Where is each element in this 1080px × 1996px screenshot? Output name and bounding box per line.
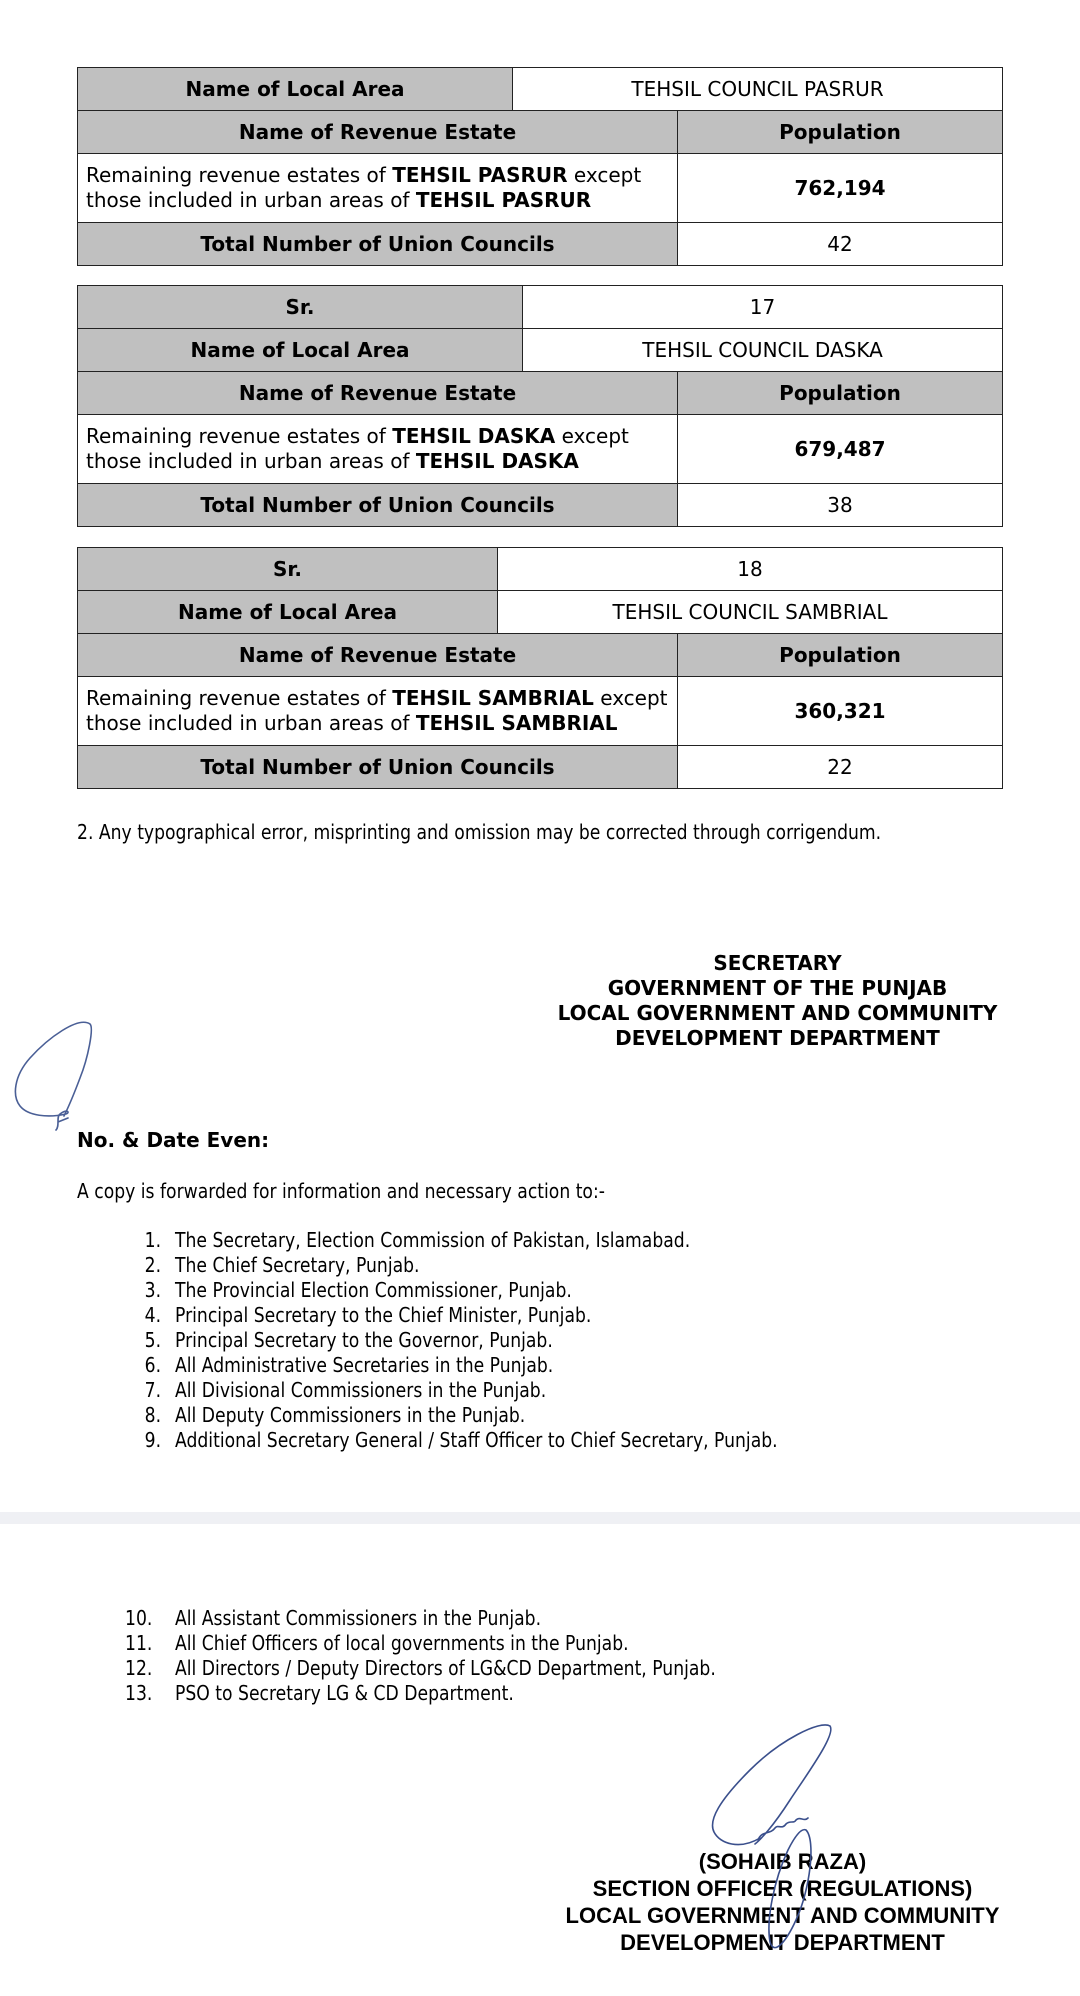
local-area-value: TEHSIL COUNCIL DASKA [523, 329, 1003, 372]
table-row [78, 677, 1003, 746]
sr-label: Sr. [78, 548, 498, 591]
list-text: All Administrative Secretaries in the Punjab. [175, 1353, 554, 1377]
no-and-date-label: No. & Date Even: [77, 1128, 270, 1152]
list-text: All Chief Officers of local governments in the Punjab. [175, 1631, 629, 1655]
list-item [137, 1378, 937, 1403]
recipient-list-continued [125, 1606, 937, 1706]
list-text: The Chief Secretary, Punjab. [175, 1253, 420, 1277]
list-number: 3. [144, 1278, 162, 1302]
table-row [78, 591, 1003, 634]
table-row [78, 634, 1003, 677]
desc-tehsil: TEHSIL SAMBRIAL [392, 686, 594, 710]
handwritten-signature-icon [8, 1018, 108, 1133]
recipient-list [137, 1228, 937, 1453]
revenue-estate-header: Name of Revenue Estate [78, 111, 678, 154]
list-item [125, 1606, 937, 1631]
list-item [137, 1353, 937, 1378]
list-number: 12. [125, 1656, 153, 1680]
list-item [137, 1303, 937, 1328]
table-row [78, 548, 1003, 591]
local-area-value: TEHSIL COUNCIL SAMBRIAL [498, 591, 1003, 634]
sr-value: 17 [523, 286, 1003, 329]
list-text: All Assistant Commissioners in the Punjab. [175, 1606, 542, 1630]
table-row [78, 68, 1003, 111]
list-item [137, 1278, 937, 1303]
local-area-label: Name of Local Area [78, 68, 513, 111]
table-row [78, 329, 1003, 372]
desc-tehsil: TEHSIL SAMBRIAL [415, 711, 618, 735]
desc-text: Remaining revenue estates of [86, 424, 393, 448]
officer-name: (SOHAIB RAZA) [698, 1849, 867, 1874]
list-text: The Secretary, Election Commission of Pakistan, Islamabad. [175, 1228, 691, 1252]
list-text: The Provincial Election Commissioner, Punjab. [175, 1278, 572, 1302]
local-area-table-daska [77, 285, 1003, 527]
desc-text: except those included in urban areas of [86, 163, 642, 212]
desc-tehsil: TEHSIL DASKA [392, 424, 556, 448]
list-item [137, 1328, 937, 1353]
local-area-table-pasrur [77, 67, 1003, 266]
list-number: 1. [144, 1228, 162, 1252]
list-number: 10. [125, 1606, 153, 1630]
population-header: Population [678, 634, 1003, 677]
officer-title: SECTION OFFICER (REGULATIONS) [592, 1876, 973, 1901]
union-councils-value: 22 [678, 746, 1003, 789]
desc-text: except those included in urban areas of [86, 686, 668, 735]
union-councils-label: Total Number of Union Councils [78, 484, 678, 527]
list-text: PSO to Secretary LG & CD Department. [175, 1681, 514, 1705]
list-number: 7. [144, 1378, 162, 1402]
secretary-government: GOVERNMENT OF THE PUNJAB [607, 976, 948, 1000]
revenue-estate-description [78, 415, 678, 484]
table-row [78, 286, 1003, 329]
list-text: Principal Secretary to the Governor, Punjab. [175, 1328, 553, 1352]
union-councils-value: 38 [678, 484, 1003, 527]
list-item [125, 1681, 937, 1706]
sr-label: Sr. [78, 286, 523, 329]
list-item [137, 1253, 937, 1278]
revenue-estate-description [78, 154, 678, 223]
revenue-estate-description [78, 677, 678, 746]
desc-tehsil: TEHSIL PASRUR [392, 163, 568, 187]
list-number: 11. [125, 1631, 153, 1655]
list-item [125, 1656, 937, 1681]
table-row [78, 154, 1003, 223]
list-item [125, 1631, 937, 1656]
list-item [137, 1228, 937, 1253]
union-councils-label: Total Number of Union Councils [78, 746, 678, 789]
list-number: 6. [144, 1353, 162, 1377]
population-value: 360,321 [678, 677, 1003, 746]
local-area-table-sambrial [77, 547, 1003, 789]
secretary-title: SECRETARY [713, 951, 842, 975]
list-item [137, 1428, 937, 1453]
population-value: 679,487 [678, 415, 1003, 484]
list-text: Additional Secretary General / Staff Officer to Chief Secretary, Punjab. [175, 1428, 778, 1452]
page-separator [0, 1512, 1080, 1524]
union-councils-label: Total Number of Union Councils [78, 223, 678, 266]
desc-text: except those included in urban areas of [86, 424, 629, 473]
list-text: All Deputy Commissioners in the Punjab. [175, 1403, 526, 1427]
copy-forwarded-line: A copy is forwarded for information and necessary action to:- [77, 1179, 605, 1203]
local-area-label: Name of Local Area [78, 329, 523, 372]
officer-dept-line2: DEVELOPMENT DEPARTMENT [620, 1930, 945, 1955]
list-number: 2. [144, 1253, 162, 1277]
officer-dept-line1: LOCAL GOVERNMENT AND COMMUNITY [565, 1903, 1000, 1928]
table-row [78, 111, 1003, 154]
local-area-value: TEHSIL COUNCIL PASRUR [513, 68, 1003, 111]
desc-text: Remaining revenue estates of [86, 686, 393, 710]
sr-value: 18 [498, 548, 1003, 591]
table-row [78, 223, 1003, 266]
table-row [78, 415, 1003, 484]
revenue-estate-header: Name of Revenue Estate [78, 372, 678, 415]
list-text: Principal Secretary to the Chief Minister, Punjab. [175, 1303, 592, 1327]
section-officer-signature-block [545, 1848, 1020, 1956]
table-row [78, 372, 1003, 415]
population-header: Population [678, 372, 1003, 415]
secretary-dept-line2: DEVELOPMENT DEPARTMENT [615, 1026, 940, 1050]
population-value: 762,194 [678, 154, 1003, 223]
list-text: All Divisional Commissioners in the Punjab. [175, 1378, 547, 1402]
secretary-dept-line1: LOCAL GOVERNMENT AND COMMUNITY [557, 1001, 998, 1025]
union-councils-value: 42 [678, 223, 1003, 266]
list-item [137, 1403, 937, 1428]
corrigendum-paragraph: 2. Any typographical error, misprinting and omission may be corrected through corrigendum. [77, 820, 882, 844]
local-area-label: Name of Local Area [78, 591, 498, 634]
list-number: 9. [144, 1428, 162, 1452]
desc-text: Remaining revenue estates of [86, 163, 393, 187]
list-text: All Directors / Deputy Directors of LG&CD Department, Punjab. [175, 1656, 716, 1680]
desc-tehsil: TEHSIL PASRUR [415, 188, 592, 212]
list-number: 5. [144, 1328, 162, 1352]
revenue-estate-header: Name of Revenue Estate [78, 634, 678, 677]
list-number: 4. [144, 1303, 162, 1327]
list-number: 8. [144, 1403, 162, 1427]
table-row [78, 746, 1003, 789]
population-header: Population [678, 111, 1003, 154]
list-number: 13. [125, 1681, 153, 1705]
desc-tehsil: TEHSIL DASKA [415, 449, 579, 473]
table-row [78, 484, 1003, 527]
secretary-signature-block [555, 951, 1000, 1051]
